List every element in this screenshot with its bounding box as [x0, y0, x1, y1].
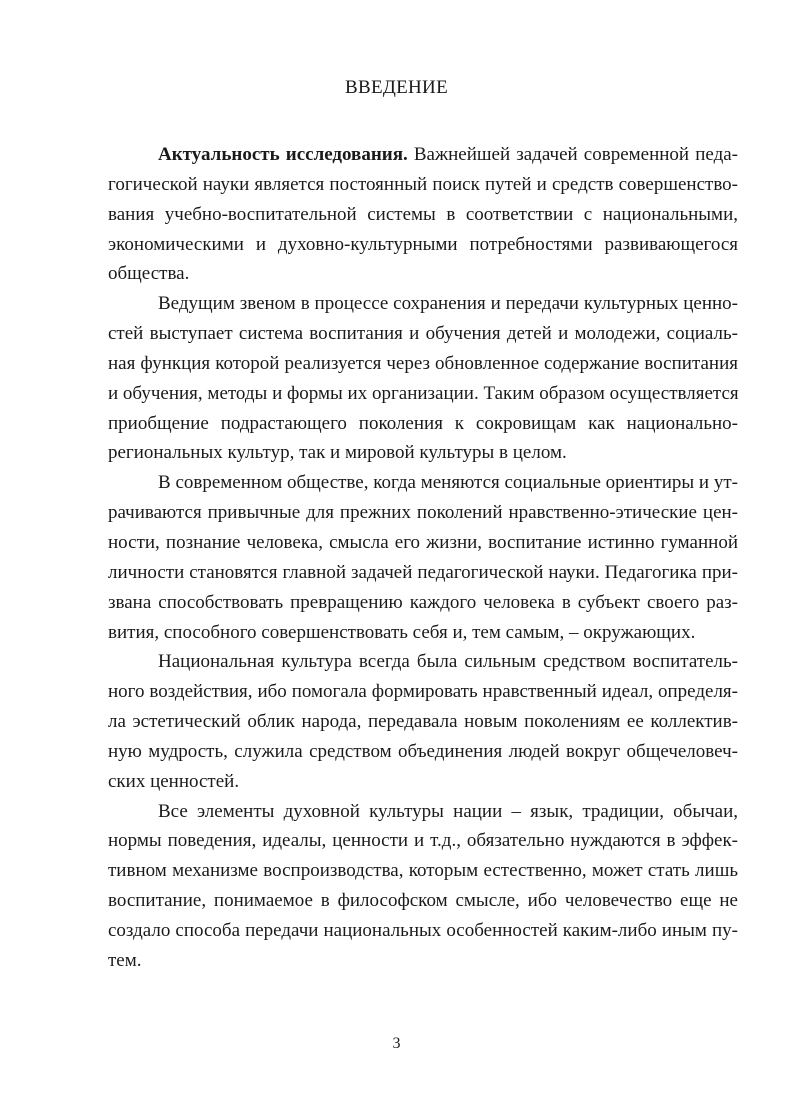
paragraph-line: В современном обществе, когда меняются социальные ориентиры и ут- — [158, 472, 738, 494]
paragraph-line: гогической науки является постоянный поиск путей и средств совершенство- — [108, 173, 738, 195]
paragraph-line: экономическими и духовно-культурными потребностями развивающегося — [108, 233, 738, 255]
paragraph-line: ла эстетический облик народа, передавала новым поколениям ее коллектив- — [108, 711, 738, 733]
paragraph-spiritual-culture — [108, 797, 738, 976]
paragraph-line: Все элементы духовной культуры нации – язык, традиции, обычаи, — [158, 800, 738, 822]
paragraph-line: тем. — [108, 949, 142, 971]
paragraph-education-system — [108, 289, 738, 468]
paragraph-line: Ведущим звеном в процессе сохранения и передачи культурных ценно- — [158, 293, 738, 315]
paragraph-line: ную мудрость, служила средством объединения людей вокруг общечеловеч- — [108, 740, 738, 762]
paragraph-line: вития, способного совершенствовать себя и, тем самым, – окружающих. — [108, 621, 696, 643]
paragraph-line: общества. — [108, 263, 190, 285]
paragraph-line: вания учебно-воспитательной системы в соответствии с национальными, — [108, 203, 738, 225]
line-text: Важнейшей задачей современной педа- — [407, 144, 738, 165]
page-number: 3 — [392, 1035, 401, 1052]
paragraph-line: ских ценностей. — [108, 770, 240, 792]
paragraph-line: ности, познание человека, смысла его жизни, воспитание истинно гуманной — [108, 531, 738, 553]
paragraph-line: и обучения, методы и формы их организации. Таким образом осуществляется — [108, 382, 739, 404]
paragraph-national-culture — [108, 647, 738, 796]
paragraph-line: нормы поведения, идеалы, ценности и т.д., обязательно нуждаются в эффек- — [108, 830, 738, 852]
body-text — [108, 140, 738, 976]
paragraph-line: воспитание, понимаемое в философском смысле, ибо человечество еще не — [108, 890, 738, 912]
paragraph-line: рачиваются привычные для прежних поколений нравственно-этические цен- — [108, 502, 738, 524]
paragraph-line — [108, 140, 738, 170]
paragraph-line: региональных культур, так и мировой культуры в целом. — [108, 442, 567, 464]
paragraph-line: тивном механизме воспроизводства, которым естественно, может стать лишь — [108, 860, 738, 882]
paragraph-line: приобщение подрастающего поколения к сокровищам как национально- — [108, 412, 738, 434]
paragraph-line: Национальная культура всегда была сильным средством воспитатель- — [158, 651, 738, 673]
paragraph-line: звана способствовать превращению каждого человека в субъект своего раз- — [108, 591, 738, 613]
paragraph-line: личности становятся главной задачей педагогической науки. Педагогика при- — [108, 561, 738, 583]
page-heading: ВВЕДЕНИЕ — [345, 77, 448, 98]
lead-phrase: Актуальность исследования. — [158, 144, 408, 165]
paragraph-line: создало способа передачи национальных особенностей каким-либо иным пу- — [108, 919, 738, 941]
paragraph-line: стей выступает система воспитания и обучения детей и молодежи, социаль- — [108, 323, 738, 345]
paragraph-modern-society — [108, 468, 738, 647]
paragraph-line: ная функция которой реализуется через обновленное содержание воспитания — [108, 352, 738, 374]
paragraph-relevance — [108, 140, 738, 289]
paragraph-line: ного воздействия, ибо помогала формировать нравственный идеал, определя- — [108, 681, 738, 703]
